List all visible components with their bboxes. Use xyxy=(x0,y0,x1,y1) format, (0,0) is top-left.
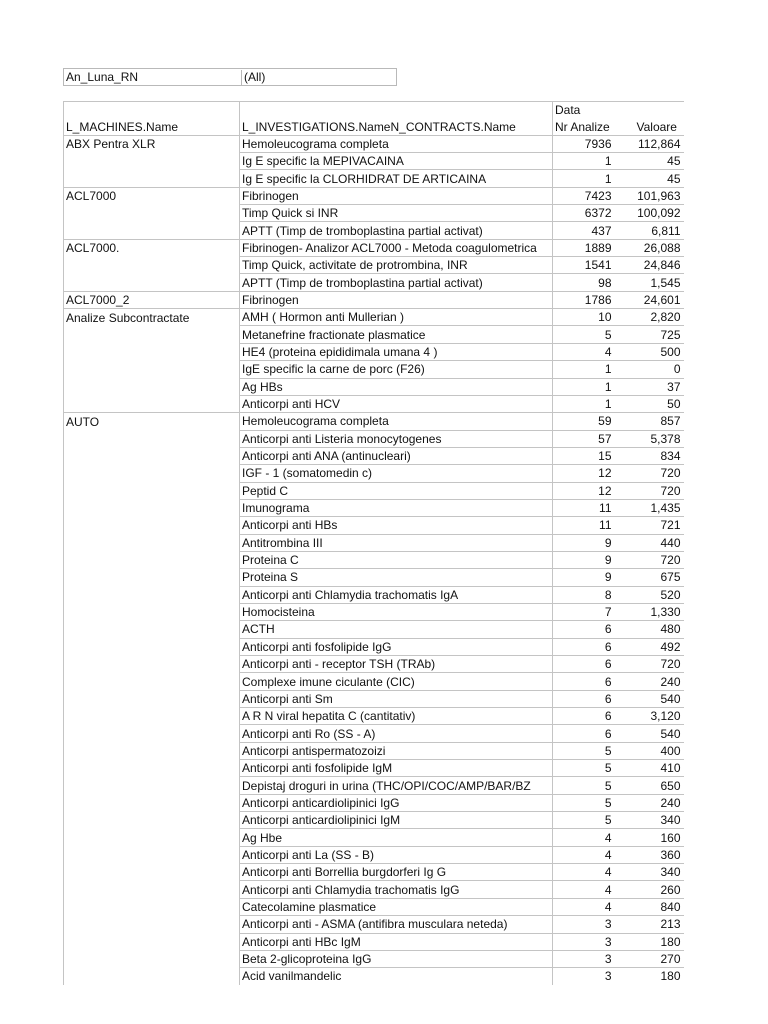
count-cell: 6 xyxy=(553,708,619,725)
table-row xyxy=(64,465,684,482)
machine-cell[interactable]: ACL7000_2 xyxy=(64,291,240,308)
value-cell: 720 xyxy=(619,465,684,482)
machine-cell xyxy=(64,482,240,499)
table-row xyxy=(64,499,684,516)
count-cell: 10 xyxy=(553,309,619,326)
machine-cell xyxy=(64,222,240,239)
value-cell: 400 xyxy=(619,742,684,759)
investigation-cell[interactable]: Anticorpi anticardiolipinici IgM xyxy=(240,812,553,829)
table-row xyxy=(64,742,684,759)
investigation-cell[interactable]: Ag Hbe xyxy=(240,829,553,846)
table-row xyxy=(64,291,684,308)
machine-cell[interactable]: ACL7000. xyxy=(64,239,240,256)
investigation-cell[interactable]: IGF - 1 (somatomedin c) xyxy=(240,465,553,482)
count-cell: 59 xyxy=(553,413,619,430)
value-cell: 440 xyxy=(619,534,684,551)
machine-cell[interactable]: ABX Pentra XLR xyxy=(64,135,240,152)
machine-cell xyxy=(64,812,240,829)
table-row xyxy=(64,135,684,152)
table-row xyxy=(64,864,684,881)
count-cell: 4 xyxy=(553,846,619,863)
table-row xyxy=(64,621,684,638)
count-cell: 6 xyxy=(553,673,619,690)
machine-cell xyxy=(64,794,240,811)
investigation-cell[interactable]: Depistaj droguri in urina (THC/OPI/COC/AMP/BAR/BZ xyxy=(240,777,553,794)
value-cell: 480 xyxy=(619,621,684,638)
machine-cell xyxy=(64,708,240,725)
table-row xyxy=(64,725,684,742)
count-cell: 5 xyxy=(553,326,619,343)
machine-cell xyxy=(64,950,240,967)
machine-cell xyxy=(64,742,240,759)
investigation-cell[interactable]: Metanefrine fractionate plasmatice xyxy=(240,326,553,343)
table-row xyxy=(64,760,684,777)
table-row xyxy=(64,482,684,499)
value-cell: 720 xyxy=(619,551,684,568)
count-column-header: Nr Analize xyxy=(553,118,619,135)
table-row xyxy=(64,898,684,915)
count-cell: 9 xyxy=(553,534,619,551)
value-cell: 340 xyxy=(619,864,684,881)
count-cell: 4 xyxy=(553,881,619,898)
table-row xyxy=(64,361,684,378)
machine-cell xyxy=(64,569,240,586)
count-cell: 4 xyxy=(553,343,619,360)
count-cell: 1889 xyxy=(553,239,619,256)
investigation-cell[interactable]: Anticorpi anti HBc IgM xyxy=(240,933,553,950)
header-row-columns xyxy=(64,118,684,135)
table-row xyxy=(64,309,684,326)
table-row xyxy=(64,222,684,239)
table-row xyxy=(64,239,684,256)
count-cell: 4 xyxy=(553,898,619,915)
investigation-cell[interactable]: Anticorpi anti HCV xyxy=(240,395,553,412)
value-cell: 650 xyxy=(619,777,684,794)
machine-cell xyxy=(64,916,240,933)
investigation-cell[interactable]: Anticorpi anti Chlamydia trachomatis IgG xyxy=(240,881,553,898)
table-row xyxy=(64,274,684,291)
value-cell: 520 xyxy=(619,586,684,603)
table-row xyxy=(64,551,684,568)
count-cell: 5 xyxy=(553,812,619,829)
value-cell: 500 xyxy=(619,343,684,360)
count-cell: 5 xyxy=(553,742,619,759)
machine-cell xyxy=(64,933,240,950)
table-row xyxy=(64,673,684,690)
value-cell: 1,330 xyxy=(619,603,684,620)
value-cell: 675 xyxy=(619,569,684,586)
investigation-cell[interactable]: Ig E specific la MEPIVACAINA xyxy=(240,153,553,170)
machine-cell xyxy=(64,465,240,482)
value-cell: 721 xyxy=(619,517,684,534)
value-column-header: Valoare xyxy=(619,118,684,135)
value-cell: 213 xyxy=(619,916,684,933)
investigation-cell[interactable]: Fibrinogen- Analizor ACL7000 - Metoda coagulometrica xyxy=(240,239,553,256)
count-cell: 1541 xyxy=(553,257,619,274)
investigation-cell[interactable]: AMH ( Hormon anti Mullerian ) xyxy=(240,309,553,326)
value-cell: 410 xyxy=(619,760,684,777)
count-cell: 57 xyxy=(553,430,619,447)
value-cell: 45 xyxy=(619,153,684,170)
machine-cell xyxy=(64,361,240,378)
value-cell: 160 xyxy=(619,829,684,846)
value-cell: 37 xyxy=(619,378,684,395)
machine-cell xyxy=(64,257,240,274)
value-cell: 260 xyxy=(619,881,684,898)
value-cell: 26,088 xyxy=(619,239,684,256)
value-cell: 180 xyxy=(619,933,684,950)
table-row xyxy=(64,881,684,898)
machine-cell xyxy=(64,343,240,360)
value-cell: 3,120 xyxy=(619,708,684,725)
value-cell: 6,811 xyxy=(619,222,684,239)
count-cell: 6 xyxy=(553,656,619,673)
investigation-cell[interactable]: Anticorpi anti Borrellia burgdorferi Ig G xyxy=(240,864,553,881)
count-cell: 11 xyxy=(553,499,619,516)
investigation-cell[interactable]: IgE specific la carne de porc (F26) xyxy=(240,361,553,378)
table-row xyxy=(64,395,684,412)
count-cell: 7423 xyxy=(553,187,619,204)
count-cell: 15 xyxy=(553,447,619,464)
value-cell: 100,092 xyxy=(619,205,684,222)
investigation-cell[interactable]: Anticorpi anti HBs xyxy=(240,517,553,534)
machine-cell xyxy=(64,326,240,343)
count-cell: 11 xyxy=(553,517,619,534)
table-row xyxy=(64,812,684,829)
investigation-cell[interactable]: Imunograma xyxy=(240,499,553,516)
pivot-table xyxy=(63,101,683,985)
machine-cell xyxy=(64,829,240,846)
count-cell: 6 xyxy=(553,690,619,707)
count-cell: 9 xyxy=(553,551,619,568)
value-cell: 360 xyxy=(619,846,684,863)
count-cell: 1 xyxy=(553,378,619,395)
table-row xyxy=(64,846,684,863)
table-row xyxy=(64,933,684,950)
count-cell: 1 xyxy=(553,170,619,187)
count-cell: 3 xyxy=(553,968,619,985)
machine-cell xyxy=(64,395,240,412)
table-row xyxy=(64,534,684,551)
investigation-cell[interactable]: Anticorpi anti Ro (SS - A) xyxy=(240,725,553,742)
value-cell: 101,963 xyxy=(619,187,684,204)
machine-cell xyxy=(64,499,240,516)
investigation-cell[interactable]: Acid vanilmandelic xyxy=(240,968,553,985)
table-row xyxy=(64,343,684,360)
table-row xyxy=(64,257,684,274)
machine-cell xyxy=(64,898,240,915)
count-cell: 1 xyxy=(553,153,619,170)
value-cell: 492 xyxy=(619,638,684,655)
machine-cell xyxy=(64,274,240,291)
machine-cell xyxy=(64,673,240,690)
filter-label: An_Luna_RN xyxy=(66,70,139,84)
table-row xyxy=(64,638,684,655)
count-cell: 5 xyxy=(553,794,619,811)
table-row xyxy=(64,586,684,603)
investigation-cell[interactable]: Fibrinogen xyxy=(240,187,553,204)
machine-cell xyxy=(64,777,240,794)
value-cell: 720 xyxy=(619,656,684,673)
investigation-cell[interactable]: Ig E specific la CLORHIDRAT DE ARTICAINA xyxy=(240,170,553,187)
value-cell: 1,435 xyxy=(619,499,684,516)
count-cell: 12 xyxy=(553,465,619,482)
machine-cell xyxy=(64,378,240,395)
value-cell: 1,545 xyxy=(619,274,684,291)
investigation-column-header[interactable]: L_INVESTIGATIONS.NameN_CONTRACTS.Name xyxy=(240,118,553,135)
count-cell: 7936 xyxy=(553,135,619,152)
count-cell: 9 xyxy=(553,569,619,586)
investigation-cell[interactable]: Hemoleucograma completa xyxy=(240,413,553,430)
machine-cell[interactable]: Analize Subcontractate xyxy=(64,309,240,326)
machine-cell xyxy=(64,517,240,534)
machine-cell xyxy=(64,603,240,620)
machine-cell xyxy=(64,881,240,898)
count-cell: 1 xyxy=(553,395,619,412)
investigation-cell[interactable]: Ag HBs xyxy=(240,378,553,395)
value-cell: 24,601 xyxy=(619,291,684,308)
table-row xyxy=(64,153,684,170)
investigation-cell[interactable]: Anticorpi antispermatozoizi xyxy=(240,742,553,759)
value-cell: 45 xyxy=(619,170,684,187)
value-cell: 180 xyxy=(619,968,684,985)
investigation-cell[interactable]: Proteina C xyxy=(240,551,553,568)
value-cell: 340 xyxy=(619,812,684,829)
count-cell: 437 xyxy=(553,222,619,239)
machine-cell xyxy=(64,551,240,568)
count-cell: 3 xyxy=(553,950,619,967)
investigation-cell[interactable]: APTT (Timp de tromboplastina partial activat) xyxy=(240,222,553,239)
table-row xyxy=(64,205,684,222)
table-row xyxy=(64,794,684,811)
value-cell: 540 xyxy=(619,690,684,707)
machine-cell xyxy=(64,656,240,673)
count-cell: 6 xyxy=(553,638,619,655)
count-cell: 6372 xyxy=(553,205,619,222)
investigation-cell[interactable]: Anticorpi anti fosfolipide IgG xyxy=(240,638,553,655)
investigation-cell[interactable]: Anticorpi anti Chlamydia trachomatis IgA xyxy=(240,586,553,603)
value-cell: 540 xyxy=(619,725,684,742)
table-row xyxy=(64,430,684,447)
investigation-cell[interactable]: Beta 2-glicoproteina IgG xyxy=(240,950,553,967)
table-row xyxy=(64,690,684,707)
value-cell: 725 xyxy=(619,326,684,343)
investigation-cell[interactable]: A R N viral hepatita C (cantitativ) xyxy=(240,708,553,725)
investigation-cell[interactable]: Anticorpi anti Listeria monocytogenes xyxy=(240,430,553,447)
table-row xyxy=(64,603,684,620)
filter-value[interactable]: (All) xyxy=(241,70,265,86)
investigation-cell[interactable]: Timp Quick si INR xyxy=(240,205,553,222)
count-cell: 6 xyxy=(553,621,619,638)
machine-cell xyxy=(64,534,240,551)
count-cell: 7 xyxy=(553,603,619,620)
investigation-cell[interactable]: Catecolamine plasmatice xyxy=(240,898,553,915)
value-cell: 840 xyxy=(619,898,684,915)
investigation-cell[interactable]: Homocisteina xyxy=(240,603,553,620)
investigation-cell[interactable]: ACTH xyxy=(240,621,553,638)
investigation-cell[interactable]: Anticorpi anticardiolipinici IgG xyxy=(240,794,553,811)
count-cell: 6 xyxy=(553,725,619,742)
value-cell: 240 xyxy=(619,673,684,690)
investigation-cell[interactable]: Hemoleucograma completa xyxy=(240,135,553,152)
table-row xyxy=(64,569,684,586)
count-cell: 98 xyxy=(553,274,619,291)
investigation-cell[interactable]: Timp Quick, activitate de protrombina, INR xyxy=(240,257,553,274)
machine-cell xyxy=(64,430,240,447)
machine-cell xyxy=(64,638,240,655)
machine-cell[interactable]: AUTO xyxy=(64,413,240,430)
investigation-cell[interactable]: Anticorpi anti - ASMA (antifibra musculara neteda) xyxy=(240,916,553,933)
count-cell: 1786 xyxy=(553,291,619,308)
count-cell: 3 xyxy=(553,933,619,950)
table-row xyxy=(64,950,684,967)
machine-cell[interactable]: ACL7000 xyxy=(64,187,240,204)
count-cell: 12 xyxy=(553,482,619,499)
machine-cell xyxy=(64,621,240,638)
table-row xyxy=(64,517,684,534)
count-cell: 5 xyxy=(553,777,619,794)
table-row xyxy=(64,777,684,794)
value-cell: 2,820 xyxy=(619,309,684,326)
value-cell: 720 xyxy=(619,482,684,499)
table-row xyxy=(64,378,684,395)
machine-cell xyxy=(64,968,240,985)
table-row xyxy=(64,916,684,933)
page-filter[interactable] xyxy=(63,68,397,86)
table-row xyxy=(64,447,684,464)
value-cell: 5,378 xyxy=(619,430,684,447)
machine-column-header[interactable]: L_MACHINES.Name xyxy=(64,118,240,135)
machine-cell xyxy=(64,153,240,170)
table-row xyxy=(64,968,684,985)
machine-cell xyxy=(64,864,240,881)
investigation-cell[interactable]: Anticorpi anti La (SS - B) xyxy=(240,846,553,863)
investigation-cell[interactable]: Anticorpi anti fosfolipide IgM xyxy=(240,760,553,777)
count-cell: 8 xyxy=(553,586,619,603)
investigation-cell[interactable]: Fibrinogen xyxy=(240,291,553,308)
investigation-cell[interactable]: Anticorpi anti - receptor TSH (TRAb) xyxy=(240,656,553,673)
investigation-cell[interactable]: Peptid C xyxy=(240,482,553,499)
value-cell: 50 xyxy=(619,395,684,412)
table-row xyxy=(64,829,684,846)
table-row xyxy=(64,187,684,204)
count-cell: 3 xyxy=(553,916,619,933)
investigation-cell[interactable]: Complexe imune ciculante (CIC) xyxy=(240,673,553,690)
investigation-cell[interactable]: Antitrombina III xyxy=(240,534,553,551)
table-row xyxy=(64,170,684,187)
machine-cell xyxy=(64,586,240,603)
table-row xyxy=(64,326,684,343)
value-cell: 0 xyxy=(619,361,684,378)
value-cell: 24,846 xyxy=(619,257,684,274)
value-cell: 857 xyxy=(619,413,684,430)
count-cell: 4 xyxy=(553,829,619,846)
machine-cell xyxy=(64,846,240,863)
machine-cell xyxy=(64,205,240,222)
table-row xyxy=(64,656,684,673)
machine-cell xyxy=(64,690,240,707)
count-cell: 4 xyxy=(553,864,619,881)
table-row xyxy=(64,708,684,725)
value-cell: 240 xyxy=(619,794,684,811)
machine-cell xyxy=(64,170,240,187)
machine-cell xyxy=(64,760,240,777)
investigation-cell[interactable]: Anticorpi anti Sm xyxy=(240,690,553,707)
value-cell: 834 xyxy=(619,447,684,464)
investigation-cell[interactable]: Anticorpi anti ANA (antinucleari) xyxy=(240,447,553,464)
count-cell: 5 xyxy=(553,760,619,777)
count-cell: 1 xyxy=(553,361,619,378)
machine-cell xyxy=(64,725,240,742)
machine-cell xyxy=(64,447,240,464)
data-field-label: Data xyxy=(553,102,619,119)
value-cell: 112,864 xyxy=(619,135,684,152)
investigation-cell[interactable]: Proteina S xyxy=(240,569,553,586)
investigation-cell[interactable]: HE4 (proteina epididimala umana 4 ) xyxy=(240,343,553,360)
value-cell: 270 xyxy=(619,950,684,967)
header-row-data xyxy=(64,102,684,119)
investigation-cell[interactable]: APTT (Timp de tromboplastina partial activat) xyxy=(240,274,553,291)
table-row xyxy=(64,413,684,430)
